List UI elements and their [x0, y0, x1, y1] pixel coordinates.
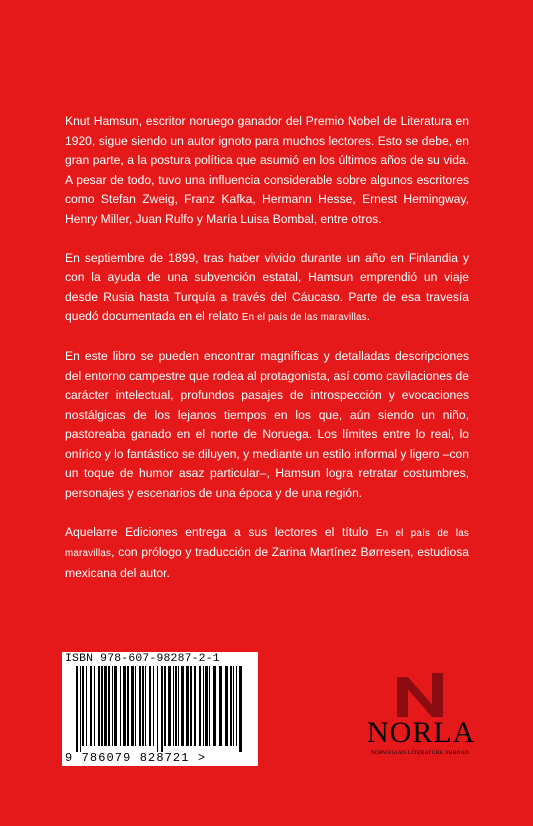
norla-wordmark: NORLA — [367, 716, 476, 749]
norla-n-icon — [391, 673, 449, 717]
barcode-number: 9 786079 828721 > — [65, 751, 207, 765]
blurb-paragraph-2-text: En septiembre de 1899, tras haber vivido durante un año en Finlandia y con la ayuda de una subvención estatal, Hamsun emprendió un viaje desde Rusia hasta Turquía a través del Cáucaso. Parte de esa travesía quedó documentada en el relato — [65, 250, 469, 323]
back-cover-blurb — [65, 112, 469, 603]
norla-tagline: NORWEGIAN LITERATURE ABROAD — [370, 750, 470, 756]
blurb-paragraph-2 — [65, 249, 469, 328]
blurb-paragraph-1: Knut Hamsun, escritor noruego ganador del Premio Nobel de Literatura en 1920, sigue siendo un autor ignoto para muchos lectores. Esto se debe, en gran parte, a la postura política que asumió en los últimos años de su vida. A pesar de todo, tuvo una influencia considerable sobre algunos escritores como Stefan Zweig, Franz Kafka, Hermann Hesse, Ernest Hemingway, Henry Miller, Juan Rulfo y María Luisa Bombal, entre otros. — [65, 114, 469, 226]
barcode-bars — [62, 666, 258, 752]
blurb-paragraph-4-end: , con prólogo y traducción de Zarina Martínez Børresen, estudiosa mexicana del autor. — [65, 545, 469, 580]
blurb-paragraph-4 — [65, 523, 469, 584]
blurb-paragraph-4-text: Aquelarre Ediciones entrega a sus lectores el título — [65, 524, 376, 539]
norla-logo — [367, 673, 476, 765]
isbn-barcode — [62, 652, 258, 766]
blurb-paragraph-3: En este libro se pueden encontrar magníficas y detalladas descripciones del entorno campestre que rodea al protagonista, así como cavilaciones de carácter intelectual, profundos pasajes de introspección y evocaciones nostálgicas de los lejanos tiempos en los que, aún siendo un niño, pastoreaba ganado en el norte de Noruega. Los límites entre lo real, lo onírico y lo fantástico se diluyen, y mediante un estilo informal y ligero –con un toque de humor asaz particular–, Hamsun logra retratar costumbres, personajes y escenarios de una época y de una región. — [65, 349, 470, 500]
blurb-paragraph-2-end: . — [366, 309, 371, 323]
isbn-label: ISBN 978-607-98287-2-1 — [65, 653, 220, 665]
book-title-repeat: En el país de las maravillas — [65, 527, 469, 559]
book-title: En el país de las maravillas — [241, 312, 367, 323]
